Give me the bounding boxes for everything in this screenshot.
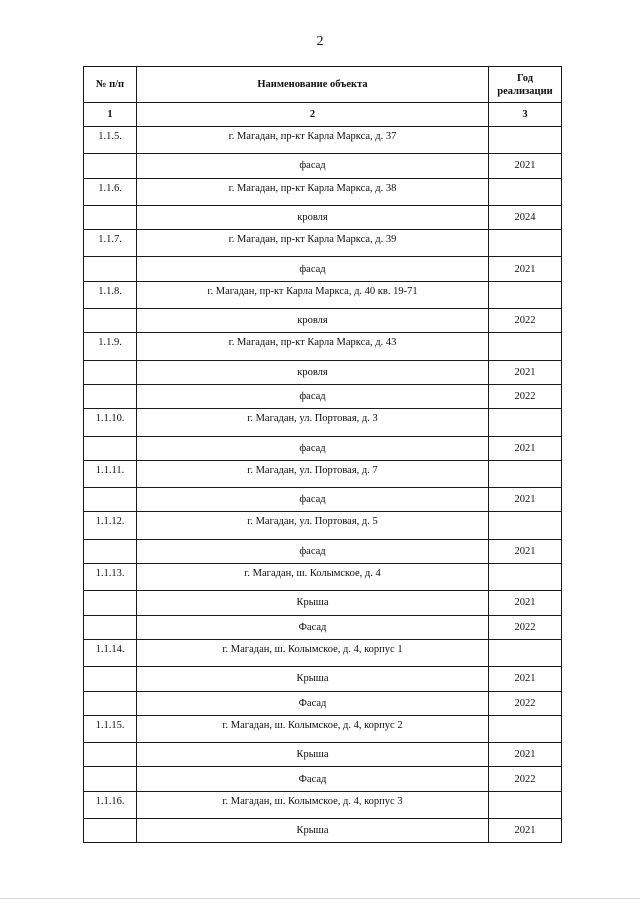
row-number-cell <box>84 205 137 229</box>
header-year: Год реализации <box>489 67 562 103</box>
object-name-cell: Фасад <box>137 691 489 715</box>
year-cell: 2021 <box>489 488 562 512</box>
object-name-cell: кровля <box>137 360 489 384</box>
object-name-cell: Крыша <box>137 743 489 767</box>
row-number-cell: 1.1.14. <box>84 639 137 666</box>
row-number-cell <box>84 360 137 384</box>
header-object-name: Наименование объекта <box>137 67 489 103</box>
year-cell: 2022 <box>489 615 562 639</box>
year-cell: 2022 <box>489 384 562 408</box>
column-index-2: 2 <box>137 103 489 127</box>
year-cell: 2021 <box>489 154 562 178</box>
row-number-cell <box>84 488 137 512</box>
row-number-cell <box>84 767 137 791</box>
object-name-cell: кровля <box>137 205 489 229</box>
table-row <box>84 309 562 333</box>
table-row <box>84 384 562 408</box>
table-row <box>84 791 562 818</box>
row-number-cell <box>84 615 137 639</box>
row-number-cell: 1.1.12. <box>84 512 137 539</box>
object-name-cell: Крыша <box>137 819 489 843</box>
object-name-cell: г. Магадан, пр-кт Карла Маркса, д. 40 кв. 19-71 <box>137 281 489 308</box>
row-number-cell: 1.1.8. <box>84 281 137 308</box>
table-row <box>84 230 562 257</box>
table-row <box>84 333 562 360</box>
table-row <box>84 615 562 639</box>
row-number-cell: 1.1.13. <box>84 564 137 591</box>
object-name-cell: Фасад <box>137 767 489 791</box>
table-row <box>84 488 562 512</box>
object-name-cell: г. Магадан, пр-кт Карла Маркса, д. 37 <box>137 127 489 154</box>
page-number: 2 <box>316 34 324 49</box>
row-number-cell <box>84 539 137 563</box>
year-cell: 2021 <box>489 257 562 281</box>
row-number-cell <box>84 384 137 408</box>
year-cell <box>489 178 562 205</box>
row-number-cell <box>84 309 137 333</box>
object-name-cell: г. Магадан, пр-кт Карла Маркса, д. 43 <box>137 333 489 360</box>
object-name-cell: г. Магадан, ул. Портовая, д. 5 <box>137 512 489 539</box>
object-name-cell: фасад <box>137 488 489 512</box>
year-cell <box>489 639 562 666</box>
row-number-cell: 1.1.5. <box>84 127 137 154</box>
table-row <box>84 257 562 281</box>
row-number-cell: 1.1.9. <box>84 333 137 360</box>
year-cell <box>489 564 562 591</box>
table-row <box>84 436 562 460</box>
object-name-cell: г. Магадан, ул. Портовая, д. 7 <box>137 460 489 487</box>
row-number-cell: 1.1.15. <box>84 715 137 742</box>
year-cell: 2021 <box>489 436 562 460</box>
row-number-cell <box>84 436 137 460</box>
table-row <box>84 767 562 791</box>
table-row <box>84 154 562 178</box>
row-number-cell: 1.1.11. <box>84 460 137 487</box>
table-row <box>84 178 562 205</box>
object-name-cell: г. Магадан, ш. Колымское, д. 4, корпус 2 <box>137 715 489 742</box>
object-name-cell: фасад <box>137 384 489 408</box>
year-cell <box>489 460 562 487</box>
row-number-cell <box>84 743 137 767</box>
object-name-cell: Крыша <box>137 591 489 615</box>
table-row <box>84 715 562 742</box>
row-number-cell: 1.1.10. <box>84 409 137 436</box>
table-row <box>84 819 562 843</box>
year-cell <box>489 715 562 742</box>
year-cell <box>489 512 562 539</box>
object-name-cell: г. Магадан, ул. Портовая, д. 3 <box>137 409 489 436</box>
table-row <box>84 460 562 487</box>
object-name-cell: фасад <box>137 436 489 460</box>
table-body <box>84 127 562 843</box>
table-row <box>84 281 562 308</box>
table-row <box>84 539 562 563</box>
table-header-row <box>84 67 562 103</box>
year-cell: 2021 <box>489 819 562 843</box>
object-name-cell: г. Магадан, ш. Колымское, д. 4, корпус 1 <box>137 639 489 666</box>
year-cell: 2022 <box>489 309 562 333</box>
year-cell <box>489 409 562 436</box>
year-cell: 2021 <box>489 591 562 615</box>
table-row <box>84 127 562 154</box>
table-row <box>84 564 562 591</box>
table-row <box>84 409 562 436</box>
year-cell <box>489 230 562 257</box>
object-name-cell: Фасад <box>137 615 489 639</box>
year-cell <box>489 127 562 154</box>
column-index-1: 1 <box>84 103 137 127</box>
year-cell <box>489 791 562 818</box>
year-cell: 2022 <box>489 691 562 715</box>
table-row <box>84 667 562 691</box>
year-cell: 2021 <box>489 743 562 767</box>
table-row <box>84 591 562 615</box>
table-row <box>84 512 562 539</box>
row-number-cell <box>84 691 137 715</box>
year-cell: 2021 <box>489 539 562 563</box>
header-number: № п/п <box>84 67 137 103</box>
row-number-cell <box>84 154 137 178</box>
year-cell <box>489 281 562 308</box>
row-number-cell <box>84 667 137 691</box>
row-number-cell: 1.1.16. <box>84 791 137 818</box>
objects-table <box>83 66 562 843</box>
object-name-cell: г. Магадан, пр-кт Карла Маркса, д. 38 <box>137 178 489 205</box>
table-row <box>84 205 562 229</box>
row-number-cell <box>84 819 137 843</box>
table-row <box>84 360 562 384</box>
row-number-cell <box>84 591 137 615</box>
year-cell <box>489 333 562 360</box>
object-name-cell: г. Магадан, ш. Колымское, д. 4 <box>137 564 489 591</box>
object-name-cell: фасад <box>137 154 489 178</box>
object-name-cell: кровля <box>137 309 489 333</box>
object-name-cell: Крыша <box>137 667 489 691</box>
table-row <box>84 691 562 715</box>
object-name-cell: г. Магадан, пр-кт Карла Маркса, д. 39 <box>137 230 489 257</box>
object-name-cell: фасад <box>137 257 489 281</box>
row-number-cell <box>84 257 137 281</box>
year-cell: 2024 <box>489 205 562 229</box>
table-row <box>84 743 562 767</box>
scan-edge-line <box>0 898 640 899</box>
column-index-row <box>84 103 562 127</box>
table-row <box>84 639 562 666</box>
row-number-cell: 1.1.7. <box>84 230 137 257</box>
year-cell: 2021 <box>489 667 562 691</box>
year-cell: 2022 <box>489 767 562 791</box>
object-name-cell: г. Магадан, ш. Колымское, д. 4, корпус 3 <box>137 791 489 818</box>
column-index-3: 3 <box>489 103 562 127</box>
year-cell: 2021 <box>489 360 562 384</box>
row-number-cell: 1.1.6. <box>84 178 137 205</box>
object-name-cell: фасад <box>137 539 489 563</box>
